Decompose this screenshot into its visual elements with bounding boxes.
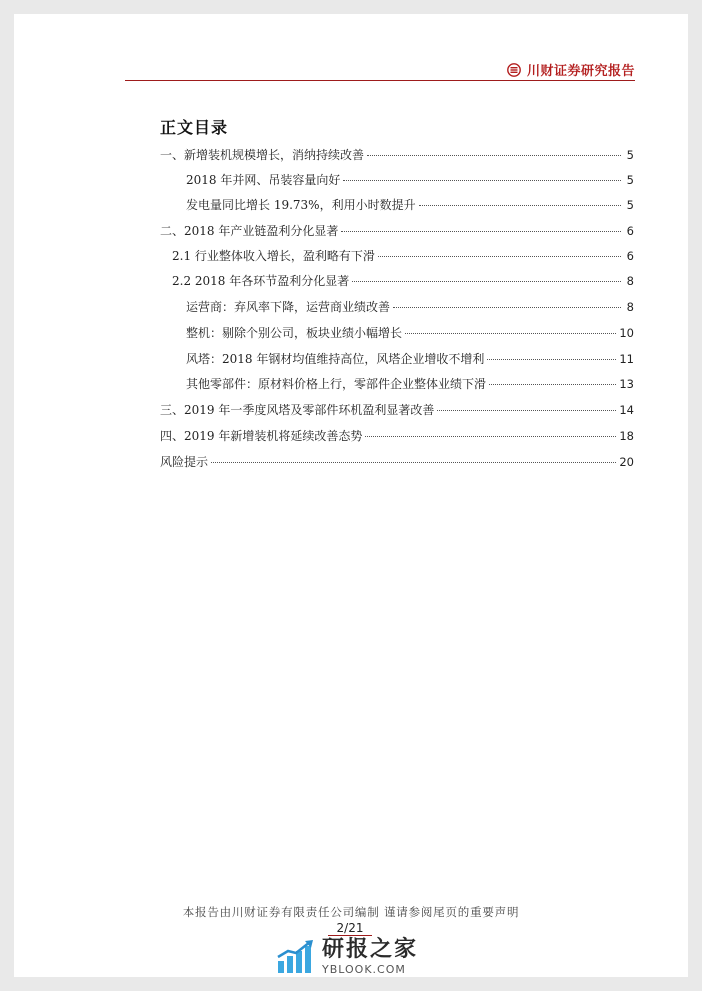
leader-dots — [341, 231, 621, 232]
bar-chart-arrow-icon — [276, 939, 316, 975]
toc-entry[interactable] — [160, 427, 634, 443]
toc-entry-label: 运营商：弃风率下降，运营商业绩改善 — [186, 300, 391, 314]
toc-entry-label: 2018 年并网、吊装容量向好 — [186, 173, 341, 187]
leader-dots — [365, 436, 616, 437]
watermark-name-en: YBLOOK.COM — [322, 963, 406, 976]
toc-entry[interactable] — [172, 272, 634, 288]
toc-entry-page: 14 — [619, 403, 634, 417]
toc-entry[interactable] — [160, 222, 634, 238]
leader-dots — [487, 359, 616, 360]
toc-entry-label: 2.2 2018 年各环节盈利分化显著 — [172, 274, 350, 288]
toc-entry-page: 6 — [626, 249, 634, 263]
toc-entry[interactable] — [172, 247, 634, 263]
toc-entry-page: 13 — [619, 377, 634, 391]
toc-entry-label: 风险提示 — [160, 455, 209, 469]
toc-entry[interactable] — [160, 146, 634, 162]
toc-entry-label: 二、2018 年产业链盈利分化显著 — [160, 224, 339, 238]
leader-dots — [367, 155, 621, 156]
toc-entry[interactable] — [186, 350, 634, 366]
toc-entry[interactable] — [186, 171, 634, 187]
toc-entry-page: 5 — [626, 198, 634, 212]
watermark — [276, 939, 418, 975]
leader-dots — [378, 256, 621, 257]
toc-entry[interactable] — [186, 324, 634, 340]
leader-dots — [405, 333, 616, 334]
toc-entry-label: 2.1 行业整体收入增长，盈利略有下滑 — [172, 249, 375, 263]
toc-entry-page: 18 — [619, 429, 634, 443]
watermark-name-cn: 研报之家 — [322, 937, 419, 962]
leader-dots — [343, 180, 621, 181]
leader-dots — [489, 384, 616, 385]
leader-dots — [352, 281, 621, 282]
toc-entry[interactable] — [186, 298, 634, 314]
toc-title: 正文目录 — [160, 118, 229, 137]
toc-entry-page: 5 — [626, 148, 634, 162]
circle-emblem-icon — [507, 63, 521, 77]
toc-entry[interactable] — [186, 375, 634, 391]
toc-entry[interactable] — [160, 401, 634, 417]
leader-dots — [211, 462, 616, 463]
toc-entry-page: 5 — [626, 173, 634, 187]
leader-dots — [437, 410, 616, 411]
toc-entry-page: 11 — [619, 352, 634, 366]
toc-entry-page: 8 — [626, 300, 634, 314]
toc-entry-label: 风塔：2018 年钢材均值维持高位，风塔企业增收不增利 — [186, 352, 485, 366]
toc-entry-page: 8 — [626, 274, 634, 288]
brand — [507, 60, 635, 79]
report-header — [125, 60, 635, 81]
toc-entry[interactable] — [186, 196, 634, 212]
toc-entry-page: 10 — [619, 326, 634, 340]
toc-entry[interactable] — [160, 453, 634, 469]
toc-entry-label: 发电量同比增长 19.73%，利用小时数提升 — [186, 198, 416, 212]
brand-name: 川财证券研究报告 — [526, 64, 635, 79]
toc-entry-label: 其他零部件：原材料价格上行，零部件企业整体业绩下滑 — [186, 377, 487, 391]
footer-notice: 本报告由川财证券有限责任公司编制 谨请参阅尾页的重要声明 — [182, 905, 520, 919]
toc-entry-page: 20 — [619, 455, 634, 469]
page-number: 2/21 — [328, 921, 372, 936]
leader-dots — [419, 205, 621, 206]
toc-entry-label: 一、新增装机规模增长，消纳持续改善 — [160, 148, 365, 162]
toc-entry-label: 整机：剔除个别公司，板块业绩小幅增长 — [186, 326, 403, 340]
leader-dots — [393, 307, 621, 308]
watermark-text — [322, 939, 418, 975]
toc-entry-page: 6 — [626, 224, 634, 238]
toc-entry-label: 三、2019 年一季度风塔及零部件环机盈利显著改善 — [160, 403, 435, 417]
toc-entry-label: 四、2019 年新增装机将延续改善态势 — [160, 429, 363, 443]
